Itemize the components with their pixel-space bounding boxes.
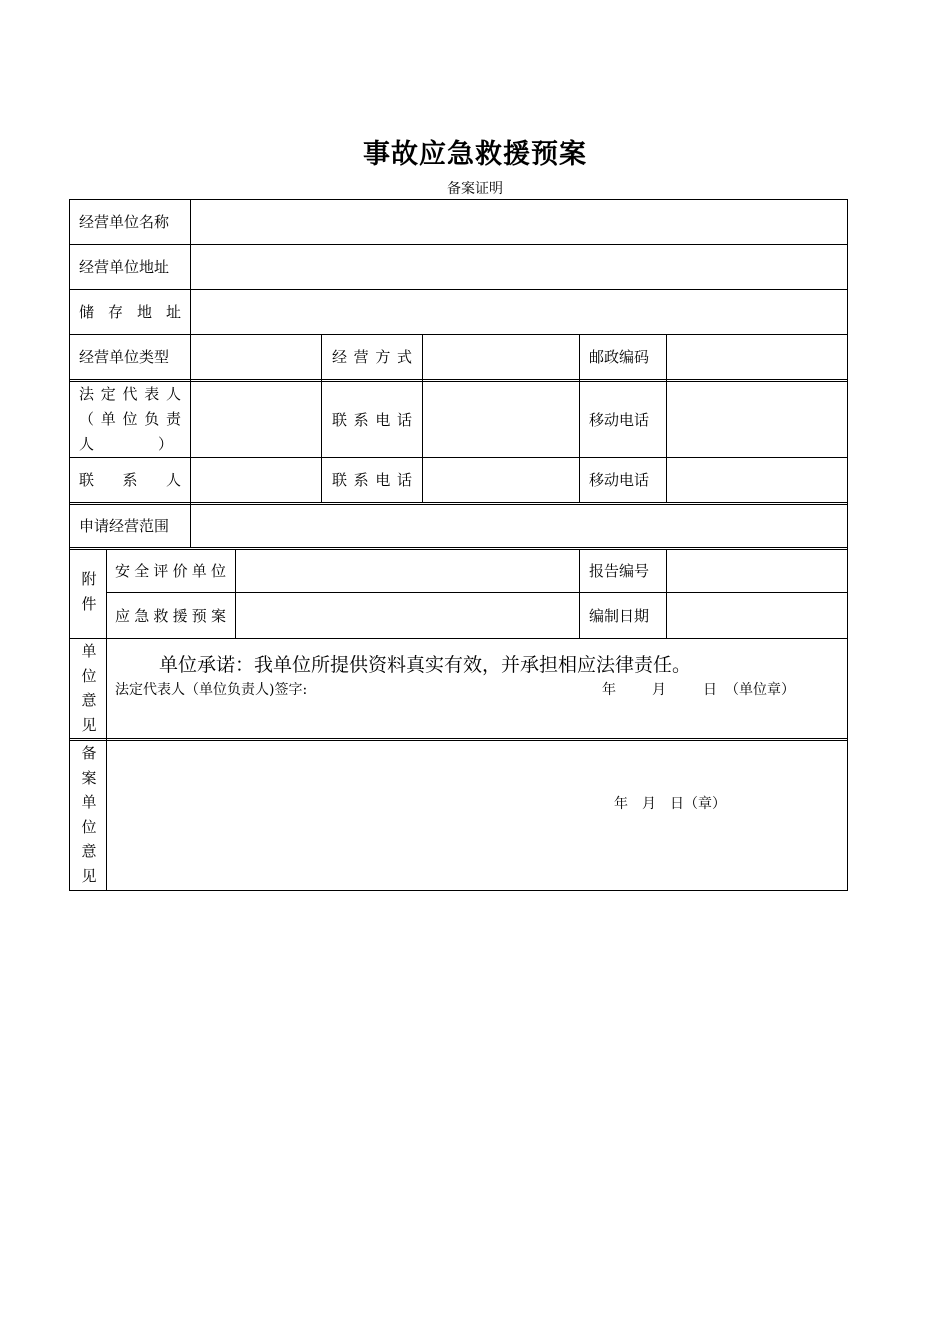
contact-person-label: 联 系 人 bbox=[79, 471, 181, 489]
filing-unit-opinion-field[interactable] bbox=[107, 741, 847, 890]
business-scope-field[interactable] bbox=[191, 505, 847, 547]
contact-phone-field-1[interactable] bbox=[423, 382, 579, 457]
contact-person-field[interactable] bbox=[191, 458, 321, 502]
postal-code-field[interactable] bbox=[667, 335, 847, 379]
unit-date-month: 月 bbox=[652, 682, 666, 698]
unit-address-label: 经营单位地址 bbox=[79, 258, 170, 276]
unit-opinion-label: 单 位 意 见 bbox=[81, 642, 97, 734]
storage-address-field[interactable] bbox=[191, 290, 847, 334]
emergency-plan-label: 应 急 救 援 预 案 bbox=[115, 606, 226, 625]
unit-promise-text: 单位承诺：我单位所提供资料真实有效，并承担相应法律责任。 bbox=[159, 654, 692, 676]
contact-phone-label-2: 联 系 电 话 bbox=[332, 471, 412, 489]
unit-type-label: 经营单位类型 bbox=[79, 348, 170, 366]
unit-seal-label: （单位章） bbox=[725, 682, 795, 698]
compile-date-field[interactable] bbox=[667, 593, 847, 638]
storage-address-label: 储 存 地 址 bbox=[79, 303, 181, 321]
mobile-phone-field-2[interactable] bbox=[667, 458, 847, 502]
unit-date-year: 年 bbox=[602, 682, 616, 698]
safety-evaluation-unit-label: 安 全 评 价 单 位 bbox=[115, 562, 226, 580]
document-subtitle: 备案证明 bbox=[447, 181, 503, 197]
unit-address-field[interactable] bbox=[191, 245, 847, 289]
business-mode-field[interactable] bbox=[423, 335, 579, 379]
signature-label: 法定代表人（单位负责人)签字: bbox=[115, 682, 308, 698]
filing-date-label: 年 月 日（章） bbox=[614, 796, 726, 812]
compile-date-label: 编制日期 bbox=[589, 606, 650, 625]
document-title: 事故应急救援预案 bbox=[363, 139, 587, 170]
report-number-field[interactable] bbox=[667, 550, 847, 592]
business-scope-label: 申请经营范围 bbox=[79, 517, 170, 535]
contact-phone-field-2[interactable] bbox=[423, 458, 579, 502]
contact-phone-label-1: 联 系 电 话 bbox=[332, 410, 412, 429]
safety-evaluation-unit-field[interactable] bbox=[236, 550, 579, 592]
report-number-label: 报告编号 bbox=[589, 562, 650, 580]
emergency-plan-field[interactable] bbox=[236, 593, 579, 638]
filing-unit-opinion-label: 备 案 单 位 意 见 bbox=[81, 744, 97, 885]
business-mode-label: 经 营 方 式 bbox=[332, 348, 412, 366]
mobile-phone-field-1[interactable] bbox=[667, 382, 847, 457]
attachment-label: 附 件 bbox=[81, 570, 97, 613]
mobile-phone-label-2: 移动电话 bbox=[589, 471, 650, 489]
legal-representative-field[interactable] bbox=[191, 382, 321, 457]
unit-type-field[interactable] bbox=[191, 335, 321, 379]
legal-representative-label: 法 定 代 表 人 （ 单 位 负 责 人 ） bbox=[79, 385, 181, 453]
unit-opinion-field[interactable] bbox=[107, 699, 847, 738]
postal-code-label: 邮政编码 bbox=[589, 348, 650, 366]
mobile-phone-label-1: 移动电话 bbox=[589, 410, 650, 429]
filing-form-table bbox=[69, 199, 848, 891]
unit-date-day: 日 bbox=[703, 682, 717, 698]
unit-name-field[interactable] bbox=[191, 200, 847, 244]
unit-name-label: 经营单位名称 bbox=[79, 213, 170, 231]
